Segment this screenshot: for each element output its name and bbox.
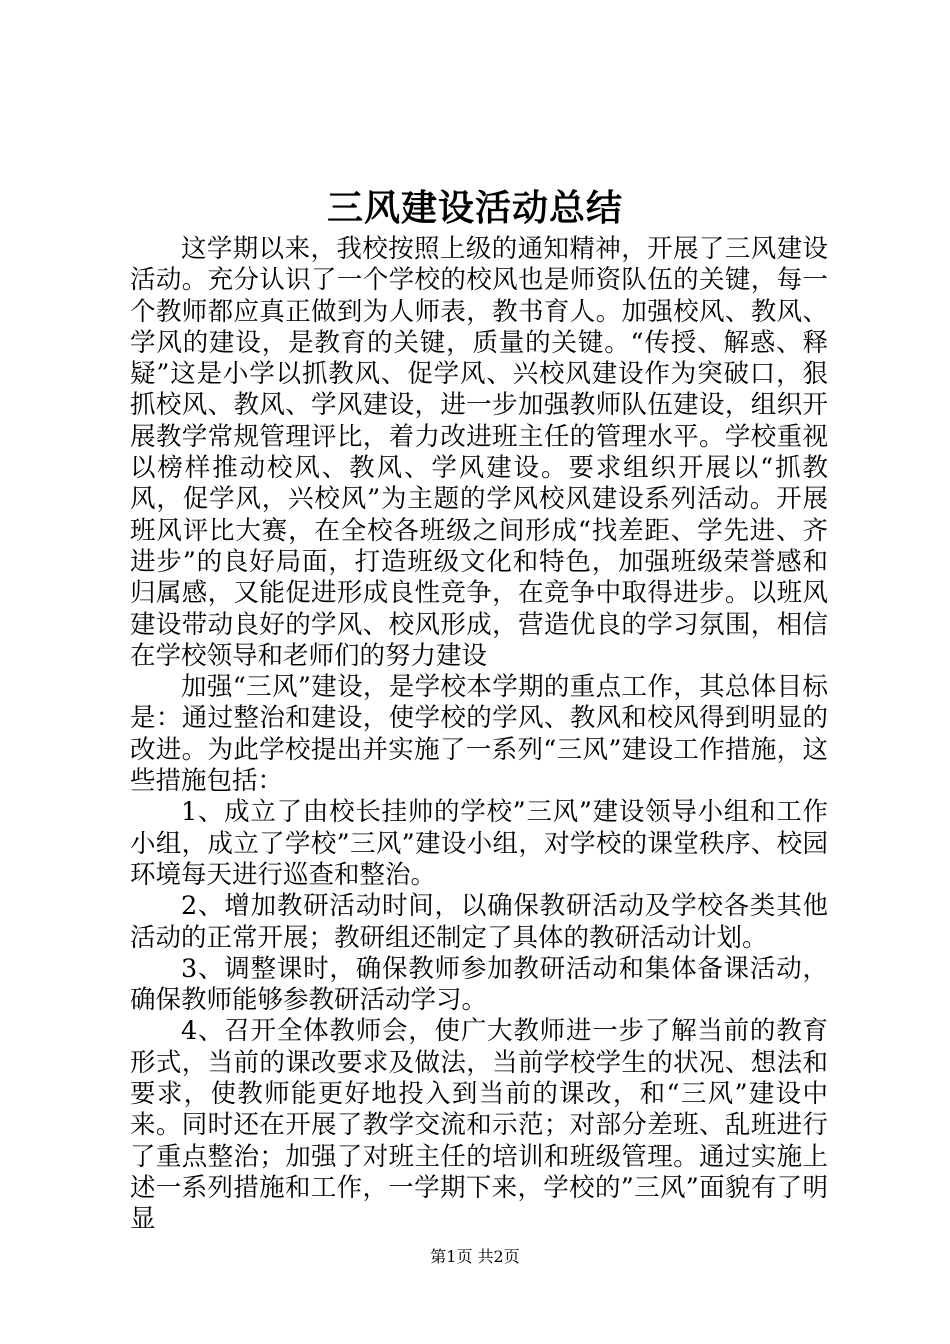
paragraph: 2、增加教研活动时间，以确保教研活动及学校各类其他活动的正常开展；教研组还制定了具体的教研活动计划。 — [130, 891, 828, 953]
paragraph: 1、成立了由校长挂帅的学校”三风”建设领导小组和工作小组，成立了学校”三风”建设小组，对学校的课堂秩序、校园环境每天进行巡查和整治。 — [130, 797, 828, 890]
document-body — [130, 234, 828, 1236]
paragraph: 4、召开全体教师会，使广大教师进一步了解当前的教育形式，当前的课改要求及做法，当前学校学生的状况、想法和要求，使教师能更好地投入到当前的课改，和“三风”建设中来。同时还在开展了教学交流和示范；对部分差班、乱班进行了重点整治；加强了对班主任的培训和班级管理。通过实施上述一系列措施和工作，一学期下来，学校的”三风”面貌有了明显 — [130, 1016, 828, 1235]
paragraph: 加强“三风”建设，是学校本学期的重点工作，其总体目标是：通过整治和建设，使学校的学风、教风和校风得到明显的改进。为此学校提出并实施了一系列“三风”建设工作措施，这些措施包括： — [130, 672, 828, 797]
paragraph: 这学期以来，我校按照上级的通知精神，开展了三风建设活动。充分认识了一个学校的校风也是师资队伍的关键，每一个教师都应真正做到为人师表，教书育人。加强校风、教风、学风的建设，是教育的关键，质量的关键。“传授、解惑、释疑”这是小学以抓教风、促学风、兴校风建设作为突破口，狠抓校风、教风、学风建设，进一步加强教师队伍建设，组织开展教学常规管理评比，着力改进班主任的管理水平。学校重视以榜样推动校风、教风、学风建设。要求组织开展以“抓教风，促学风，兴校风”为主题的学风校风建设系列活动。开展班风评比大赛，在全校各班级之间形成“找差距、学先进、齐进步”的良好局面，打造班级文化和特色，加强班级荣誉感和归属感，又能促进形成良性竞争，在竞争中取得进步。以班风建设带动良好的学风、校风形成，营造优良的学习氛围，相信在学校领导和老师们的努力建设 — [130, 234, 828, 671]
paragraph: 3、调整课时，确保教师参加教研活动和集体备课活动，确保教师能够参教研活动学习。 — [130, 953, 828, 1016]
document-title: 三风建设活动总结 — [326, 187, 623, 229]
page-footer: 第1页 共2页 — [430, 1247, 520, 1266]
